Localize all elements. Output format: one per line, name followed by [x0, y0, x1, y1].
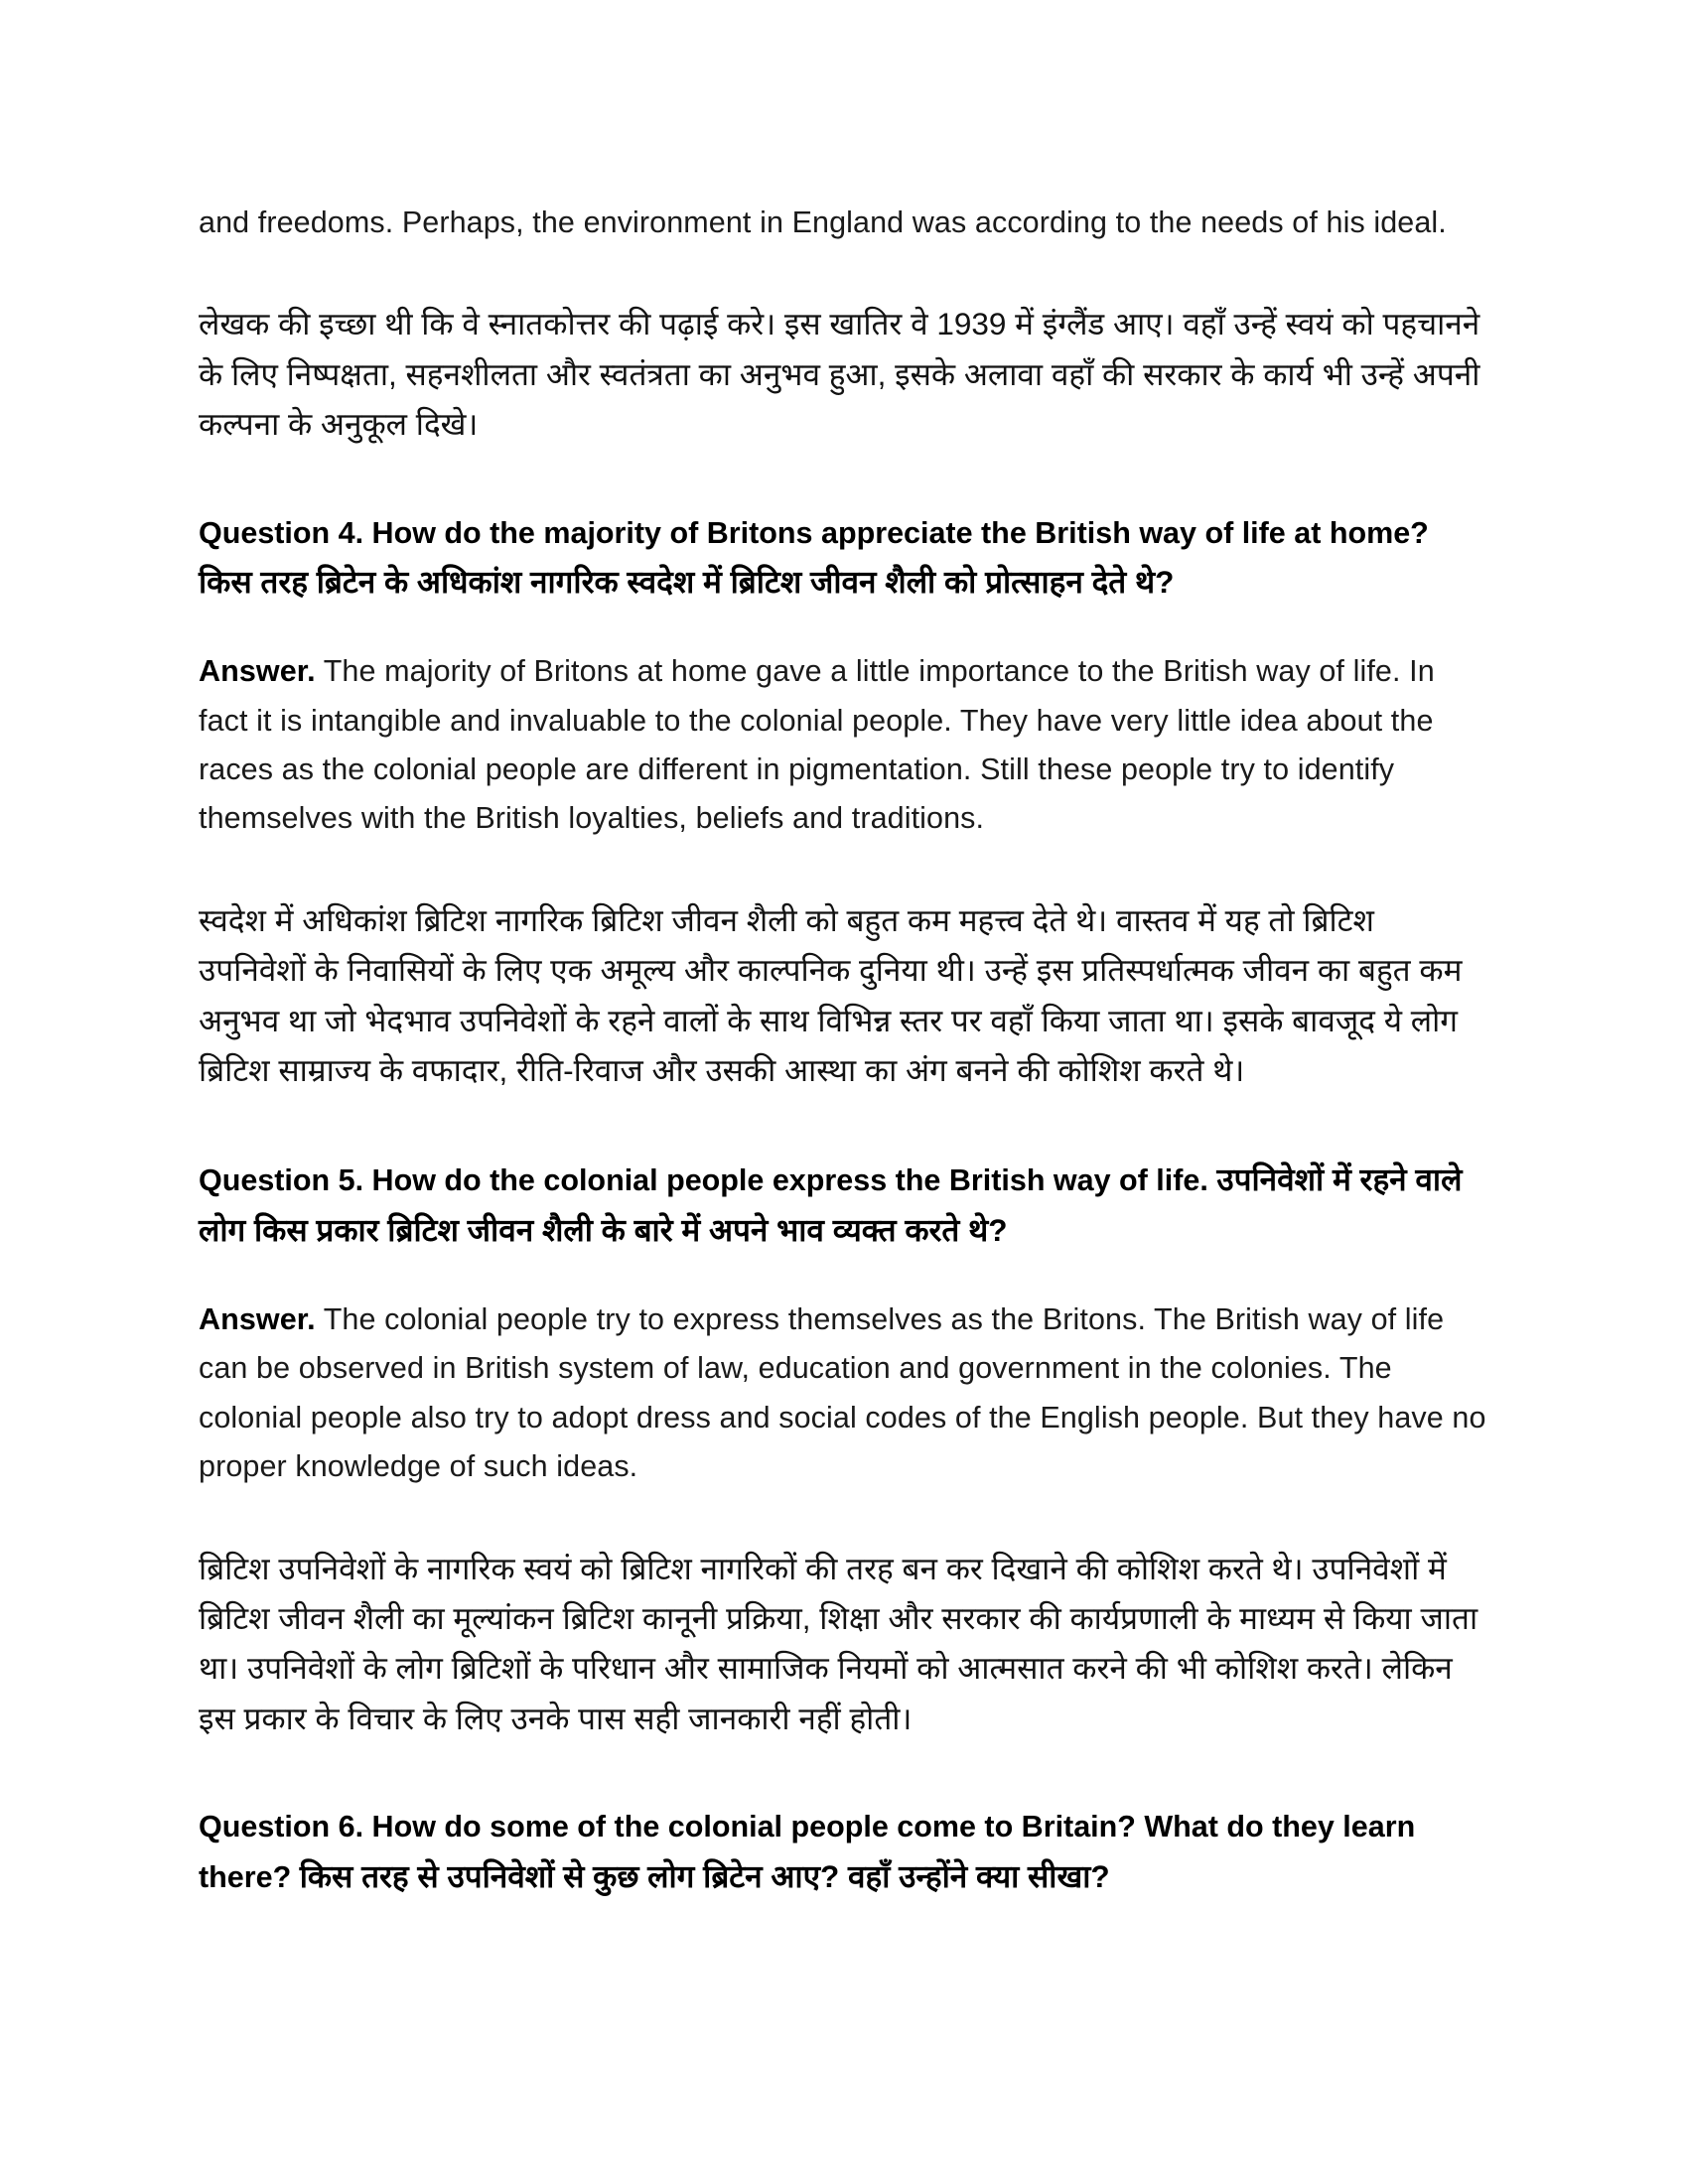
question-5-answer-hindi: ब्रिटिश उपनिवेशों के नागरिक स्वयं को ब्रिटिश नागरिकों की तरह बन कर दिखाने की कोशिश करते थे। उपनिवेशों में ब्रिटिश जीवन शैली का मूल्यांकन ब्रिटिश कानूनी प्रक्रिया, शिक्षा और सरकार की कार्यप्रणाली के माध्यम से किया जाता था। उपनिवेशों के लोग ब्रिटिशों के परिधान और सामाजिक नियमों को आत्मसात करने की भी कोशिश करते। लेकिन इस प्रकार के विचार के लिए उनके पास सही जानकारी नहीं होती।	[199, 1550, 1478, 1736]
question-5-label-hindi: उपनिवेशों में रहने वाले लोग किस प्रकार ब्रिटिश जीवन शैली के बारे में अपने भाव व्यक्त करते थे?	[199, 1161, 1463, 1249]
question-4-label-hindi: किस तरह ब्रिटेन के अधिकांश नागरिक स्वदेश में ब्रिटिश जीवन शैली को प्रोत्साहन देते थे?	[199, 564, 1175, 601]
question-5-label-english: Question 5. How do the colonial people express the British way of life.	[199, 1163, 1217, 1198]
question-5-heading	[199, 1155, 1489, 1256]
question-5-answer-text: The colonial people try to express themselves as the Britons. The British way of life can be observed in British system of law, education and government in the colonies. The colonial people also try to adopt dress and social codes of the English people. But they have no proper knowledge of such ideas.	[199, 1301, 1486, 1484]
question-5-answer-english	[199, 1296, 1489, 1492]
paragraph-intro-hindi: लेखक की इच्छा थी कि वे स्नातकोत्तर की पढ़ाई करे। इस खातिर वे 1939 में इंग्लैंड आए। वहाँ उन्हें स्वयं को पहचानने के लिए निष्पक्षता, सहनशीलता और स्वतंत्रता का अनुभव हुआ, इसके अलावा वहाँ की सरकार के कार्य भी उन्हें अपनी कल्पना के अनुकूल दिखे।	[199, 306, 1480, 443]
question-4-answer-text: The majority of Britons at home gave a little importance to the British way of life. In fact it is intangible and invaluable to the colonial people. They have very little idea about the races as the colonial people are different in pigmentation. Still these people try to identify themselves with the British loyalties, beliefs and traditions.	[199, 654, 1435, 836]
question-6-label-english: Question 6. How do some of the colonial people come to Britain? What do they learn there?	[199, 1810, 1416, 1894]
question-4-heading	[199, 509, 1489, 609]
question-4-answer-hindi: स्वदेश में अधिकांश ब्रिटिश नागरिक ब्रिटिश जीवन शैली को बहुत कम महत्त्व देते थे। वास्तव में यह तो ब्रिटिश उपनिवेशों के निवासियों के लिए एक अमूल्य और काल्पनिक दुनिया थी। उन्हें इस प्रतिस्पर्धात्मक जीवन का बहुत कम अनुभव था जो भेदभाव उपनिवेशों के रहने वालों के साथ विभिन्न स्तर पर वहाँ किया जाता था। इसके बावजूद ये लोग ब्रिटिश साम्राज्य के वफादार, रीति-रिवाज और उसकी आस्था का अंग बनने की कोशिश करते थे।	[199, 901, 1463, 1088]
page-content	[199, 199, 1489, 1902]
question-4-answer-english	[199, 647, 1489, 844]
paragraph-intro-english: and freedoms. Perhaps, the environment in England was according to the needs of his ideal.	[199, 205, 1447, 239]
question-6-heading	[199, 1803, 1489, 1902]
question-4-label-english: Question 4. How do the majority of Britons appreciate the British way of life at home?	[199, 515, 1429, 550]
answer-label: Answer.	[199, 654, 316, 689]
answer-label: Answer.	[199, 1301, 316, 1336]
question-6-label-hindi: किस तरह से उपनिवेशों से कुछ लोग ब्रिटेन आए? वहाँ उन्होंने क्या सीखा?	[299, 1857, 1110, 1894]
